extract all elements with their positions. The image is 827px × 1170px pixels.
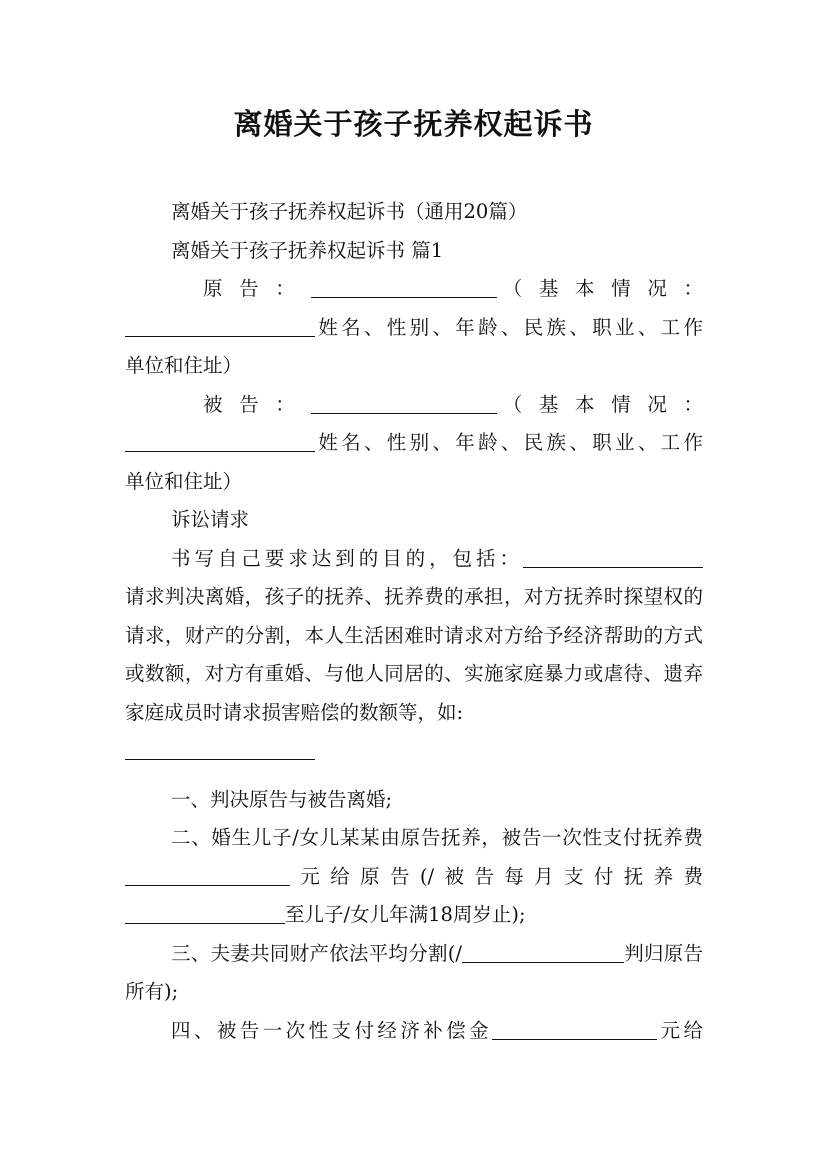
claims-intro-blank <box>523 547 703 568</box>
plaintiff-info-blank <box>125 316 315 337</box>
claim-item-1: 一、判决原告与被告离婚; <box>171 787 393 811</box>
defendant-info-open: （ 基 本 情 况 ： <box>497 392 703 416</box>
claim-item-3-part2: 判归原告所有); <box>125 941 703 1003</box>
claim-item-2-part1: 二、婚生儿子/女儿某某由原告抚养，被告一次性支付抚养费 <box>171 826 703 849</box>
claims-example-blank <box>125 740 315 761</box>
defendant-info-line <box>125 424 703 463</box>
plaintiff-info-line <box>125 309 703 348</box>
claim-item-4-blank <box>492 1019 657 1040</box>
claims-heading: 诉讼请求 <box>171 508 250 531</box>
plaintiff-info-tail: 姓名、性别、年龄、民族、职业、工作 <box>315 315 703 339</box>
claims-intro-line <box>125 540 703 579</box>
claim-item-4-part1: 四、被告一次性支付经济补偿金 <box>171 1018 493 1042</box>
claims-example-line <box>125 732 703 771</box>
defendant-line <box>125 386 703 425</box>
claims-intro-start: 书写自己要求达到的目的，包括： <box>171 546 523 570</box>
claim-item-2-part2: 元给原告(/被告每月支付抚养费 <box>290 864 703 888</box>
defendant-info-blank <box>125 432 315 453</box>
defendant-info-tail: 姓名、性别、年龄、民族、职业、工作 <box>315 431 703 454</box>
claim-item-2-blank-2 <box>125 904 285 925</box>
plaintiff-info-open: （ 基 本 情 况 ： <box>497 277 703 300</box>
defendant-info-end: 单位和住址） <box>125 469 243 493</box>
claim-item-4-part2: 元给 <box>657 1018 703 1042</box>
plaintiff-info-end: 单位和住址） <box>125 354 243 377</box>
plaintiff-line <box>125 270 703 309</box>
claim-item-2 <box>125 819 703 935</box>
claim-item-3-part1: 三、夫妻共同财产依法平均分割(/ <box>171 941 462 965</box>
document-title: 离婚关于孩子抚养权起诉书 <box>233 107 594 141</box>
claim-item-4 <box>125 1012 703 1051</box>
section-heading: 离婚关于孩子抚养权起诉书 篇1 <box>171 238 444 262</box>
plaintiff-label: 原 告 ： <box>203 277 301 300</box>
defendant-blank <box>311 393 497 414</box>
claim-item-3-blank <box>462 942 624 963</box>
document-body <box>125 193 703 1050</box>
plaintiff-blank <box>311 278 497 299</box>
claim-item-2-blank-1 <box>125 865 290 886</box>
defendant-label: 被 告 ： <box>203 392 301 416</box>
claim-item-3 <box>125 935 703 1012</box>
claim-item-2-part3: 至儿子/女儿年满18周岁止); <box>285 903 526 926</box>
claims-intro-body: 请求判决离婚，孩子的抚养、抚养费的承担，对方抚养时探望权的请求，财产的分割，本人生活困难时请求对方给予经济帮助的方式或数额，对方有重婚、与他人同居的、实施家庭暴力或虐待、遗弃家庭成员时请求损害赔偿的数额等，如: <box>125 585 703 724</box>
document-subtitle: 离婚关于孩子抚养权起诉书（通用20篇） <box>171 200 528 223</box>
